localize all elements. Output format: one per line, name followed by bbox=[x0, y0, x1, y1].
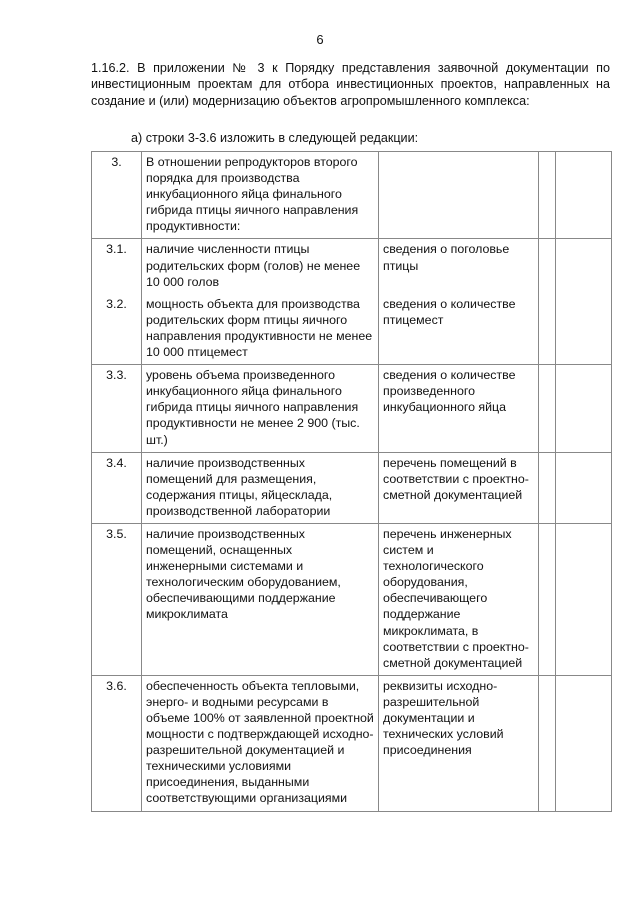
row-number: 3.6. bbox=[92, 675, 142, 811]
subpoint-a: а) строки 3-3.6 изложить в следующей редакции: bbox=[131, 131, 419, 145]
documents-text: сведения о поголовье птицы bbox=[383, 242, 510, 273]
criteria-table bbox=[91, 151, 612, 812]
spacer bbox=[92, 258, 141, 296]
row-number: 3.3. bbox=[92, 365, 142, 452]
page-number: 6 bbox=[316, 32, 324, 47]
documents-cell: сведения о количестве произведенного инкубационного яйца bbox=[379, 365, 539, 452]
table-row bbox=[92, 452, 612, 523]
row-number: 3.2. bbox=[106, 296, 127, 311]
criterion-cell: уровень объема произведенного инкубационного яйца финального гибрида птицы яичного направления продуктивности не менее 2 900 (тыс. шт.) bbox=[142, 365, 379, 452]
documents-cell-group bbox=[379, 239, 539, 365]
criterion-cell: В отношении репродукторов второго порядка для производства инкубационного яйца финального гибрида птицы яичного направления продуктивности: bbox=[142, 152, 379, 239]
intro-paragraph: 1.16.2. В приложении № 3 к Порядку представления заявочной документации по инвестиционным проектам для отбора инвестиционных проектов, направленных на создание и (или) модернизацию объектов агропромышленного комплекса: bbox=[91, 61, 610, 108]
table-row bbox=[92, 675, 612, 811]
spacer bbox=[383, 274, 535, 296]
row-number-group bbox=[92, 239, 142, 365]
table-row bbox=[92, 523, 612, 675]
empty-cell bbox=[539, 523, 556, 675]
criterion-text: наличие численности птицы родительских форм (голов) не менее 10 000 голов bbox=[146, 242, 361, 289]
criterion-cell: обеспеченность объекта тепловыми, энерго- и водными ресурсами в объеме 100% от заявленной проектной мощности с подтверждающей исходно-разрешительной документацией и техническими условиями присоединения, выданными соответствующими организациями bbox=[142, 675, 379, 811]
row-number: 3. bbox=[92, 152, 142, 239]
documents-cell: реквизиты исходно-разрешительной документации и технических условий присоединения bbox=[379, 675, 539, 811]
empty-cell bbox=[539, 152, 556, 239]
empty-cell bbox=[539, 452, 556, 523]
empty-cell bbox=[556, 675, 612, 811]
row-number: 3.4. bbox=[92, 452, 142, 523]
criterion-cell: наличие производственных помещений, оснащенных инженерными системами и технологическим оборудованием, обеспечивающими поддержание микроклимата bbox=[142, 523, 379, 675]
empty-cell bbox=[556, 523, 612, 675]
documents-text: сведения о количестве птицемест bbox=[383, 296, 516, 327]
table-row bbox=[92, 365, 612, 452]
documents-cell: перечень помещений в соответствии с проектно-сметной документацией bbox=[379, 452, 539, 523]
documents-cell: перечень инженерных систем и технологического оборудования, обеспечивающего поддержание микроклимата, в соответствии с проектно-сметной документацией bbox=[379, 523, 539, 675]
empty-cell bbox=[539, 365, 556, 452]
empty-cell bbox=[556, 452, 612, 523]
row-number: 3.5. bbox=[92, 523, 142, 675]
documents-cell bbox=[379, 152, 539, 239]
table-row bbox=[92, 152, 612, 239]
table-row bbox=[92, 239, 612, 365]
empty-cell bbox=[539, 239, 556, 365]
criterion-cell-group bbox=[142, 239, 379, 365]
empty-cell bbox=[556, 365, 612, 452]
empty-cell bbox=[539, 675, 556, 811]
criterion-text: мощность объекта для производства родительских форм птицы яичного направления продуктивности не менее 10 000 птицемест bbox=[146, 296, 373, 360]
row-number: 3.1. bbox=[106, 242, 127, 257]
empty-cell bbox=[556, 239, 612, 365]
empty-cell bbox=[556, 152, 612, 239]
criterion-cell: наличие производственных помещений для размещения, содержания птицы, яйцесклада, производственной лаборатории bbox=[142, 452, 379, 523]
